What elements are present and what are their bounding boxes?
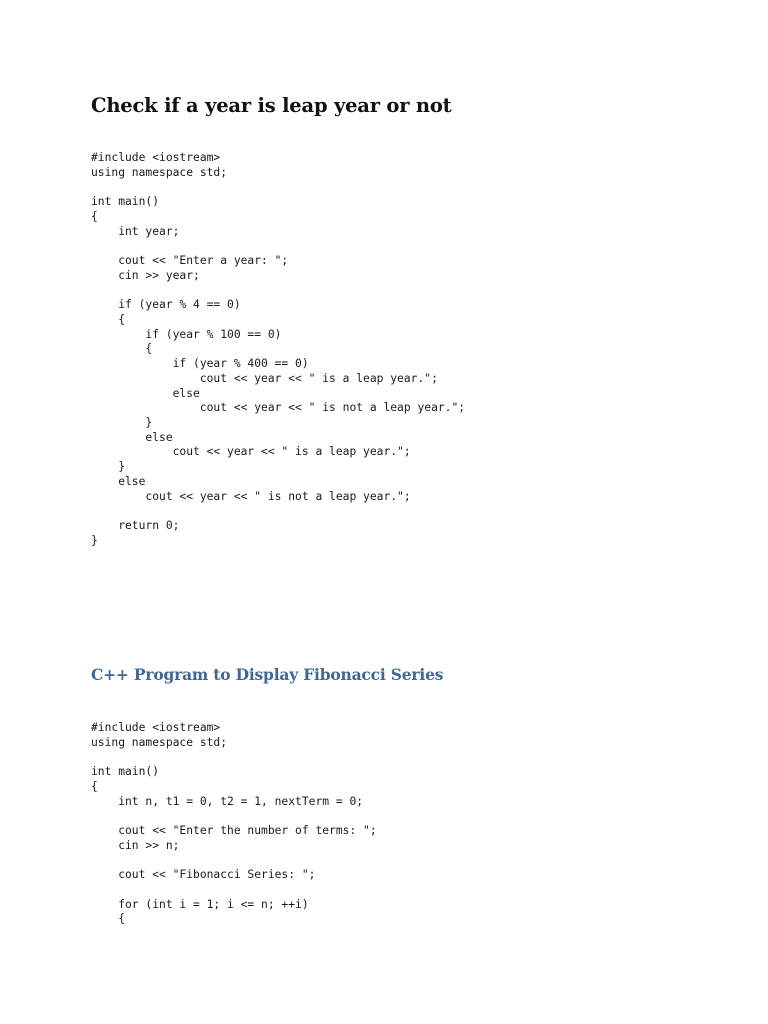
code-line: [91, 180, 465, 195]
code-line: [91, 750, 377, 765]
code-line: [91, 853, 377, 868]
code-line: if (year % 400 == 0): [91, 357, 309, 371]
code-line: cout << "Enter the number of terms: ";: [91, 824, 377, 838]
code-line: }: [91, 533, 98, 547]
code-line: {: [91, 209, 98, 223]
code-line: [91, 283, 465, 298]
code-line: [91, 883, 377, 898]
code-line: [91, 504, 465, 519]
code-line: using namespace std;: [91, 735, 228, 749]
code-line: #include <iostream>: [91, 151, 221, 164]
code-line: {: [91, 342, 153, 356]
code-line: using namespace std;: [91, 165, 228, 179]
code-line: int year;: [91, 224, 180, 238]
code-line: int main(): [91, 195, 160, 209]
code-line: {: [91, 312, 126, 326]
code-line: cout << year << " is not a leap year.";: [91, 401, 466, 415]
code-line: if (year % 100 == 0): [91, 327, 282, 341]
code-line: }: [91, 415, 153, 429]
code-line: int main(): [91, 765, 160, 779]
code-line: [91, 809, 377, 824]
code-line: cout << year << " is a leap year.";: [91, 445, 411, 459]
code-line: cout << "Fibonacci Series: ";: [91, 868, 316, 882]
code-line: {: [91, 912, 126, 926]
code-line: }: [91, 460, 126, 474]
code-line: cout << year << " is not a leap year.";: [91, 489, 411, 503]
code-line: cout << year << " is a leap year.";: [91, 371, 438, 385]
code-block-fibonacci: [91, 721, 377, 927]
code-block-leap-year: [91, 151, 465, 548]
code-line: int n, t1 = 0, t2 = 1, nextTerm = 0;: [91, 794, 364, 808]
section-title-leap-year: Check if a year is leap year or not: [91, 94, 452, 117]
section-title-fibonacci: C++ Program to Display Fibonacci Series: [91, 665, 444, 684]
code-line: if (year % 4 == 0): [91, 298, 241, 312]
code-line: else: [91, 430, 173, 444]
code-line: for (int i = 1; i <= n; ++i): [91, 897, 309, 911]
code-line: [91, 239, 465, 254]
code-line: return 0;: [91, 518, 180, 532]
code-line: #include <iostream>: [91, 721, 221, 734]
code-line: cin >> year;: [91, 268, 200, 282]
code-line: else: [91, 474, 146, 488]
code-line: cout << "Enter a year: ";: [91, 254, 289, 268]
code-line: {: [91, 779, 98, 793]
code-line: cin >> n;: [91, 838, 180, 852]
code-line: else: [91, 386, 200, 400]
